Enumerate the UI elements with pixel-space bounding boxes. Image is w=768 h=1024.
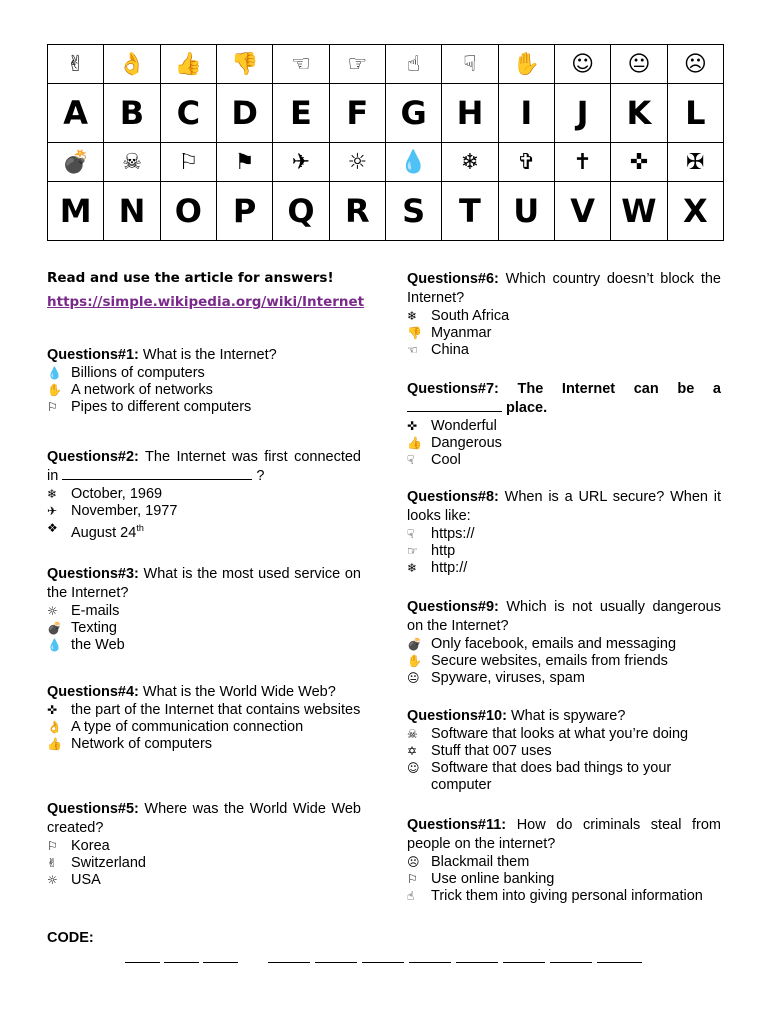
answer-blank[interactable] <box>62 479 252 480</box>
option-label: Texting <box>71 620 117 636</box>
option-label: Stuff that 007 uses <box>431 743 552 759</box>
cipher-key-table <box>47 44 724 241</box>
option-symbol-icon: 💧 <box>47 638 62 652</box>
code-blank[interactable] <box>456 962 498 963</box>
option-label: Dangerous <box>431 435 502 451</box>
cipher-letter: J <box>554 84 610 143</box>
option-label: China <box>431 342 469 358</box>
option-symbol-icon: ✌ <box>47 856 58 870</box>
code-blank[interactable] <box>315 962 357 963</box>
answer-option[interactable] <box>407 726 721 743</box>
option-symbol-icon: ⚐ <box>47 839 58 853</box>
option-symbol-icon: 👎 <box>407 326 422 340</box>
answer-option[interactable] <box>407 308 721 325</box>
instructions-title: Read and use the article for answers! <box>47 270 334 286</box>
option-symbol-icon: 👌 <box>47 720 62 734</box>
option-symbol-icon: ✈ <box>47 504 58 518</box>
answer-option[interactable] <box>47 702 361 719</box>
answer-option[interactable] <box>47 838 361 855</box>
question-number: Questions#2: <box>47 449 139 465</box>
answer-option[interactable] <box>47 603 361 620</box>
question-1 <box>47 346 361 416</box>
answer-option[interactable] <box>47 520 361 542</box>
option-symbol-icon: 👍 <box>407 436 422 450</box>
cipher-symbol: 👍 <box>160 45 216 84</box>
option-symbol-icon: ⚐ <box>47 400 58 414</box>
question-text <box>407 380 721 418</box>
cipher-symbol: ☝ <box>385 45 441 84</box>
cipher-letter: X <box>667 182 723 241</box>
code-blank[interactable] <box>597 962 642 963</box>
cipher-letter: D <box>216 84 272 143</box>
option-symbol-icon: ✜ <box>47 703 58 717</box>
cipher-symbol: ✌ <box>48 45 104 84</box>
instructions <box>47 270 377 310</box>
option-label: http:// <box>431 560 468 576</box>
cipher-letter: W <box>611 182 667 241</box>
code-blank[interactable] <box>268 962 310 963</box>
cipher-letter: L <box>667 84 723 143</box>
cipher-letter: H <box>442 84 498 143</box>
answer-blank[interactable] <box>407 411 502 412</box>
cipher-letter: M <box>48 182 104 241</box>
question-5 <box>47 800 361 889</box>
answer-option[interactable] <box>47 736 361 753</box>
question-number: Questions#1: <box>47 347 139 363</box>
answer-option[interactable] <box>47 637 361 654</box>
question-number: Questions#11: <box>407 817 507 833</box>
cipher-symbol: ⚐ <box>160 143 216 182</box>
cipher-symbol-row-1 <box>48 45 724 84</box>
option-label: Wonderful <box>431 418 497 434</box>
cipher-symbol: 👎 <box>216 45 272 84</box>
code-blank[interactable] <box>550 962 592 963</box>
option-label: November, 1977 <box>71 503 178 519</box>
option-symbol-icon: ☝ <box>407 889 415 903</box>
question-number: Questions#10: <box>407 708 507 724</box>
question-11 <box>407 816 721 905</box>
code-blank[interactable] <box>203 962 238 963</box>
cipher-symbol: ☠ <box>104 143 160 182</box>
option-label: Korea <box>71 838 110 854</box>
option-label: Software that looks at what you’re doing <box>431 726 689 742</box>
question-number: Questions#6: <box>407 271 499 287</box>
code-label: CODE: <box>47 930 94 946</box>
cipher-letter: C <box>160 84 216 143</box>
option-label: E-mails <box>71 603 120 619</box>
question-prompt: Which is not usually dangerous on the Internet? <box>407 599 721 634</box>
answer-option[interactable] <box>407 342 721 359</box>
question-8 <box>407 488 721 577</box>
option-symbol-icon: ☺ <box>407 761 420 775</box>
option-symbol-icon: ☟ <box>407 527 415 541</box>
cipher-letter: F <box>329 84 385 143</box>
option-symbol-icon: ✜ <box>407 419 418 433</box>
cipher-letter: K <box>611 84 667 143</box>
cipher-symbol: ✜ <box>611 143 667 182</box>
cipher-letter: T <box>442 182 498 241</box>
question-number: Questions#4: <box>47 684 139 700</box>
answer-option[interactable] <box>407 888 721 905</box>
question-prompt: What is spyware? <box>506 708 626 724</box>
option-symbol-icon: 👍 <box>47 737 62 751</box>
question-number: Questions#8: <box>407 489 499 505</box>
cipher-letter-row-2 <box>48 182 724 241</box>
question-text <box>407 270 721 308</box>
option-label: Cool <box>431 452 461 468</box>
answer-option[interactable] <box>47 382 361 399</box>
code-blank[interactable] <box>409 962 451 963</box>
code-blank[interactable] <box>164 962 199 963</box>
option-symbol-icon: 💣 <box>47 621 62 635</box>
option-label: A network of networks <box>71 382 213 398</box>
question-number: Questions#7: <box>407 381 499 397</box>
option-symbol-icon: ☜ <box>407 343 418 357</box>
cipher-symbol-row-2 <box>48 143 724 182</box>
cipher-letter: N <box>104 182 160 241</box>
cipher-symbol: ✈ <box>273 143 329 182</box>
option-symbol-icon: ☼ <box>47 604 58 618</box>
option-label: October, 1969 <box>71 486 163 502</box>
question-text <box>407 707 721 726</box>
cipher-symbol: ☹ <box>667 45 723 84</box>
option-label: Blackmail them <box>431 854 530 870</box>
option-symbol-icon: ❄ <box>47 487 58 501</box>
cipher-symbol: ☼ <box>329 143 385 182</box>
cipher-symbol: ⚑ <box>216 143 272 182</box>
answer-option[interactable] <box>407 854 721 871</box>
option-symbol-icon: ❄ <box>407 561 418 575</box>
question-prompt: What is the Internet? <box>138 347 277 363</box>
cipher-letter: V <box>554 182 610 241</box>
answer-option[interactable] <box>47 365 361 382</box>
answer-option[interactable] <box>407 636 721 653</box>
question-text <box>47 346 361 365</box>
option-label: Network of computers <box>71 736 213 752</box>
question-text <box>407 598 721 636</box>
option-label: Billions of computers <box>71 365 205 381</box>
cipher-letter: E <box>273 84 329 143</box>
cipher-letter: Q <box>273 182 329 241</box>
answer-option[interactable] <box>407 418 721 435</box>
cipher-symbol: 😐 <box>611 45 667 84</box>
cipher-symbol: ☺ <box>554 45 610 84</box>
option-label: A type of communication connection <box>71 719 304 735</box>
question-text <box>407 816 721 854</box>
question-prompt: Where was the World Wide Web created? <box>47 801 361 836</box>
option-symbol-icon: ✋ <box>47 383 62 397</box>
answer-option[interactable] <box>407 653 721 670</box>
cipher-letter: R <box>329 182 385 241</box>
option-symbol-icon: 💧 <box>47 366 62 380</box>
option-symbol-icon: ❄ <box>407 309 418 323</box>
code-blank[interactable] <box>503 962 545 963</box>
answer-option[interactable] <box>407 435 721 452</box>
option-symbol-icon: 💣 <box>407 637 422 651</box>
option-symbol-icon: ✡ <box>407 744 418 758</box>
question-prompt: What is the World Wide Web? <box>138 684 336 700</box>
question-prompt: The Internet can be a <box>498 381 721 397</box>
cipher-symbol: 💧 <box>385 143 441 182</box>
answer-option[interactable] <box>407 871 721 888</box>
question-6 <box>407 270 721 359</box>
answer-option[interactable] <box>407 670 721 687</box>
article-link[interactable]: https://simple.wikipedia.org/wiki/Internet <box>47 294 365 310</box>
option-symbol-icon: ☞ <box>407 544 418 558</box>
answer-option[interactable] <box>47 620 361 637</box>
cipher-letter: I <box>498 84 554 143</box>
answer-option[interactable] <box>47 872 361 889</box>
answer-option[interactable] <box>407 526 721 543</box>
question-suffix: ? <box>252 468 265 484</box>
option-label: Pipes to different computers <box>71 399 252 415</box>
cipher-symbol: ✠ <box>667 143 723 182</box>
cipher-letter: O <box>160 182 216 241</box>
answer-option[interactable] <box>407 325 721 342</box>
question-text <box>47 565 361 603</box>
option-label: Trick them into giving personal information <box>431 888 703 904</box>
option-symbol-icon: ⚐ <box>407 872 418 886</box>
option-symbol-icon: 😐 <box>407 671 420 685</box>
code-blank[interactable] <box>362 962 404 963</box>
question-9 <box>407 598 721 687</box>
cipher-symbol: ✞ <box>498 143 554 182</box>
cipher-symbol: 👌 <box>104 45 160 84</box>
question-3 <box>47 565 361 654</box>
option-superscript: th <box>136 523 144 533</box>
option-label: Secure websites, emails from friends <box>431 653 668 669</box>
option-symbol-icon: ☼ <box>47 873 58 887</box>
cipher-symbol: 💣 <box>48 143 104 182</box>
answer-option[interactable] <box>407 543 721 560</box>
question-prompt: Which country doesn’t block the Internet? <box>407 271 721 306</box>
cipher-symbol: ✋ <box>498 45 554 84</box>
option-symbol-icon: ☠ <box>407 727 418 741</box>
question-10 <box>407 707 721 794</box>
cipher-letter: A <box>48 84 104 143</box>
answer-option[interactable] <box>407 760 721 794</box>
option-label: South Africa <box>431 308 510 324</box>
option-label: August 24th <box>71 523 144 541</box>
question-text <box>47 448 361 486</box>
answer-option[interactable] <box>407 452 721 469</box>
question-prompt: When is a URL secure? When it looks like: <box>407 489 721 524</box>
cipher-symbol: ☞ <box>329 45 385 84</box>
answer-option[interactable] <box>407 560 721 577</box>
cipher-symbol: ✝ <box>554 143 610 182</box>
option-label: the part of the Internet that contains websites <box>71 702 361 718</box>
option-symbol-icon: ☟ <box>407 453 415 467</box>
question-4 <box>47 683 361 753</box>
option-label: USA <box>71 872 101 888</box>
answer-option[interactable] <box>47 486 361 503</box>
option-label: Spyware, viruses, spam <box>431 670 585 686</box>
answer-option[interactable] <box>47 855 361 872</box>
answer-option[interactable] <box>47 503 361 520</box>
option-symbol-icon: ✋ <box>407 654 422 668</box>
question-prompt: The Internet was first connected in <box>47 449 361 484</box>
option-label: the Web <box>71 637 125 653</box>
answer-option[interactable] <box>47 719 361 736</box>
answer-option[interactable] <box>407 743 721 760</box>
option-label: Myanmar <box>431 325 492 341</box>
question-number: Questions#3: <box>47 566 139 582</box>
cipher-letter-row-1 <box>48 84 724 143</box>
cipher-letter: U <box>498 182 554 241</box>
code-blank[interactable] <box>125 962 160 963</box>
question-suffix: place. <box>502 400 548 416</box>
option-label: Only facebook, emails and messaging <box>431 636 677 652</box>
question-prompt: How do criminals steal from people on the internet? <box>407 817 721 852</box>
cipher-letter: S <box>385 182 441 241</box>
question-number: Questions#5: <box>47 801 139 817</box>
option-label: Use online banking <box>431 871 555 887</box>
question-text <box>47 800 361 838</box>
question-text <box>47 683 361 702</box>
option-label: Switzerland <box>71 855 146 871</box>
option-symbol-icon: ❖ <box>47 521 58 535</box>
option-label: http <box>431 543 456 559</box>
option-label: Software that does bad things to your computer <box>431 760 672 793</box>
option-symbol-icon: ☹ <box>407 855 420 869</box>
question-2 <box>47 448 361 542</box>
cipher-letter: G <box>385 84 441 143</box>
question-7 <box>407 380 721 469</box>
question-prompt: What is the most used service on the Internet? <box>47 566 361 601</box>
cipher-letter: B <box>104 84 160 143</box>
question-text <box>407 488 721 526</box>
cipher-symbol: ❄ <box>442 143 498 182</box>
answer-option[interactable] <box>47 399 361 416</box>
option-label: https:// <box>431 526 475 542</box>
cipher-letter: P <box>216 182 272 241</box>
cipher-symbol: ☟ <box>442 45 498 84</box>
cipher-symbol: ☜ <box>273 45 329 84</box>
question-number: Questions#9: <box>407 599 499 615</box>
